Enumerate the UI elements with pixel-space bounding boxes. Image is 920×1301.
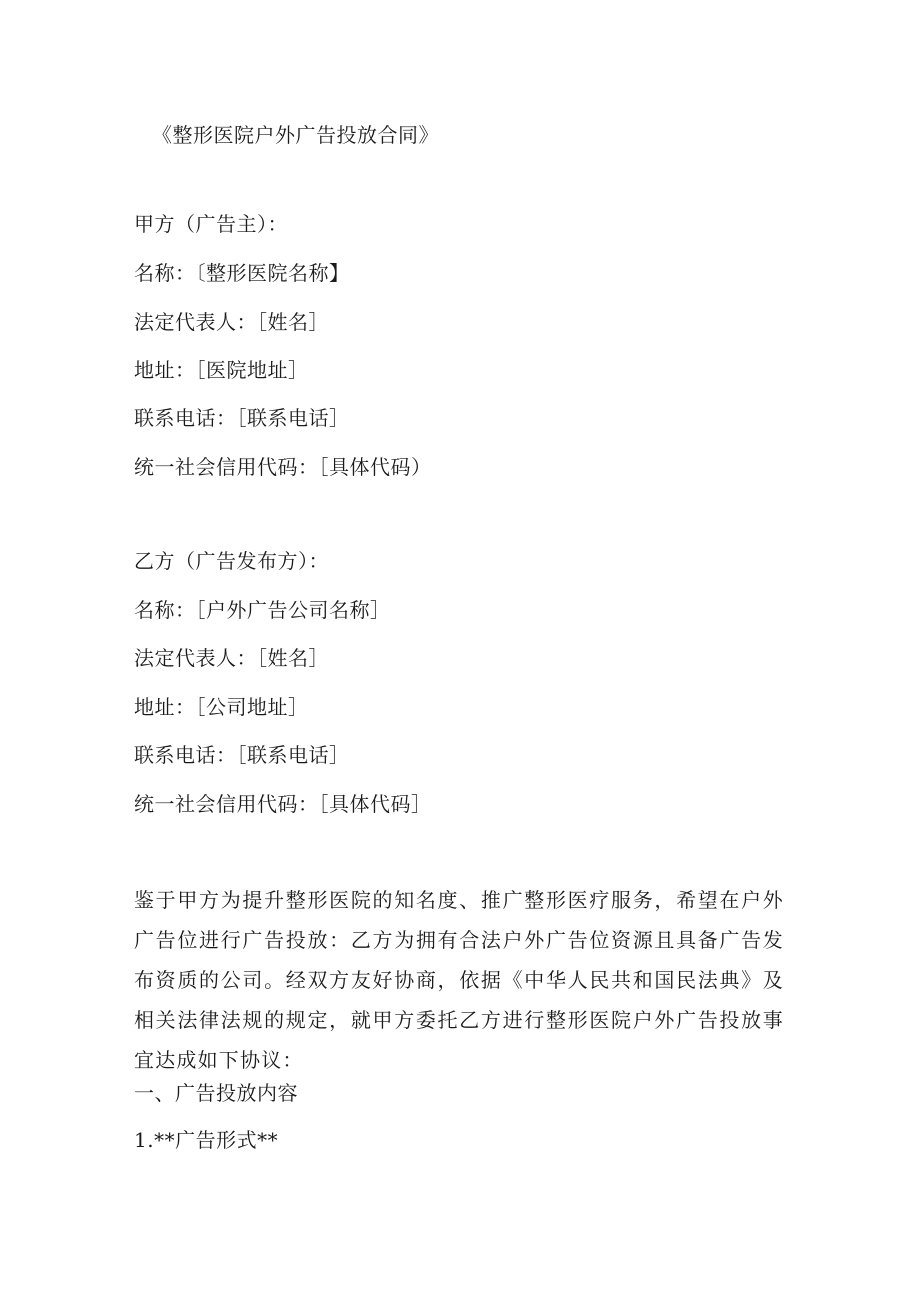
party-a-phone: 联系电话：［联系电话］: [134, 406, 350, 430]
party-a-heading: 甲方（广告主）：: [134, 212, 288, 236]
party-a-legal-rep: 法定代表人：［姓名］: [134, 310, 329, 334]
party-a-credit-code: 统一社会信用代码：［具体代码）: [134, 455, 432, 479]
section-heading-1: 一、广告投放内容: [134, 1081, 298, 1105]
party-b-legal-rep: 法定代表人：［姓名］: [134, 646, 329, 670]
preamble-paragraph: 鉴于甲方为提升整形医院的知名度、推广整形医疗服务，希望在户外广告位进行广告投放：乙方为拥有合法户外广告位资源且具备广告发布资质的公司。经双方友好协商，依据《中华人民共和国民法典》及相关法律法规的规定，就甲方委托乙方进行整形医院户外广告投放事宜达成如下协议：: [134, 888, 784, 1072]
party-b-address: 地址：［公司地址］: [134, 695, 309, 719]
party-a-name: 名称：〔整形医院名称】: [134, 261, 350, 285]
party-a-address: 地址：［医院地址］: [134, 358, 309, 382]
party-b-heading: 乙方（广告发布方）：: [134, 549, 329, 573]
party-b-credit-code: 统一社会信用代码：［具体代码］: [134, 792, 432, 816]
section-item-1: 1.**广告形式**: [134, 1128, 279, 1152]
party-b-phone: 联系电话：［联系电话］: [134, 743, 350, 767]
party-b-name: 名称：［户外广告公司名称］: [134, 598, 391, 622]
document-title: 《整形医院户外广告投放合同》: [152, 123, 439, 147]
